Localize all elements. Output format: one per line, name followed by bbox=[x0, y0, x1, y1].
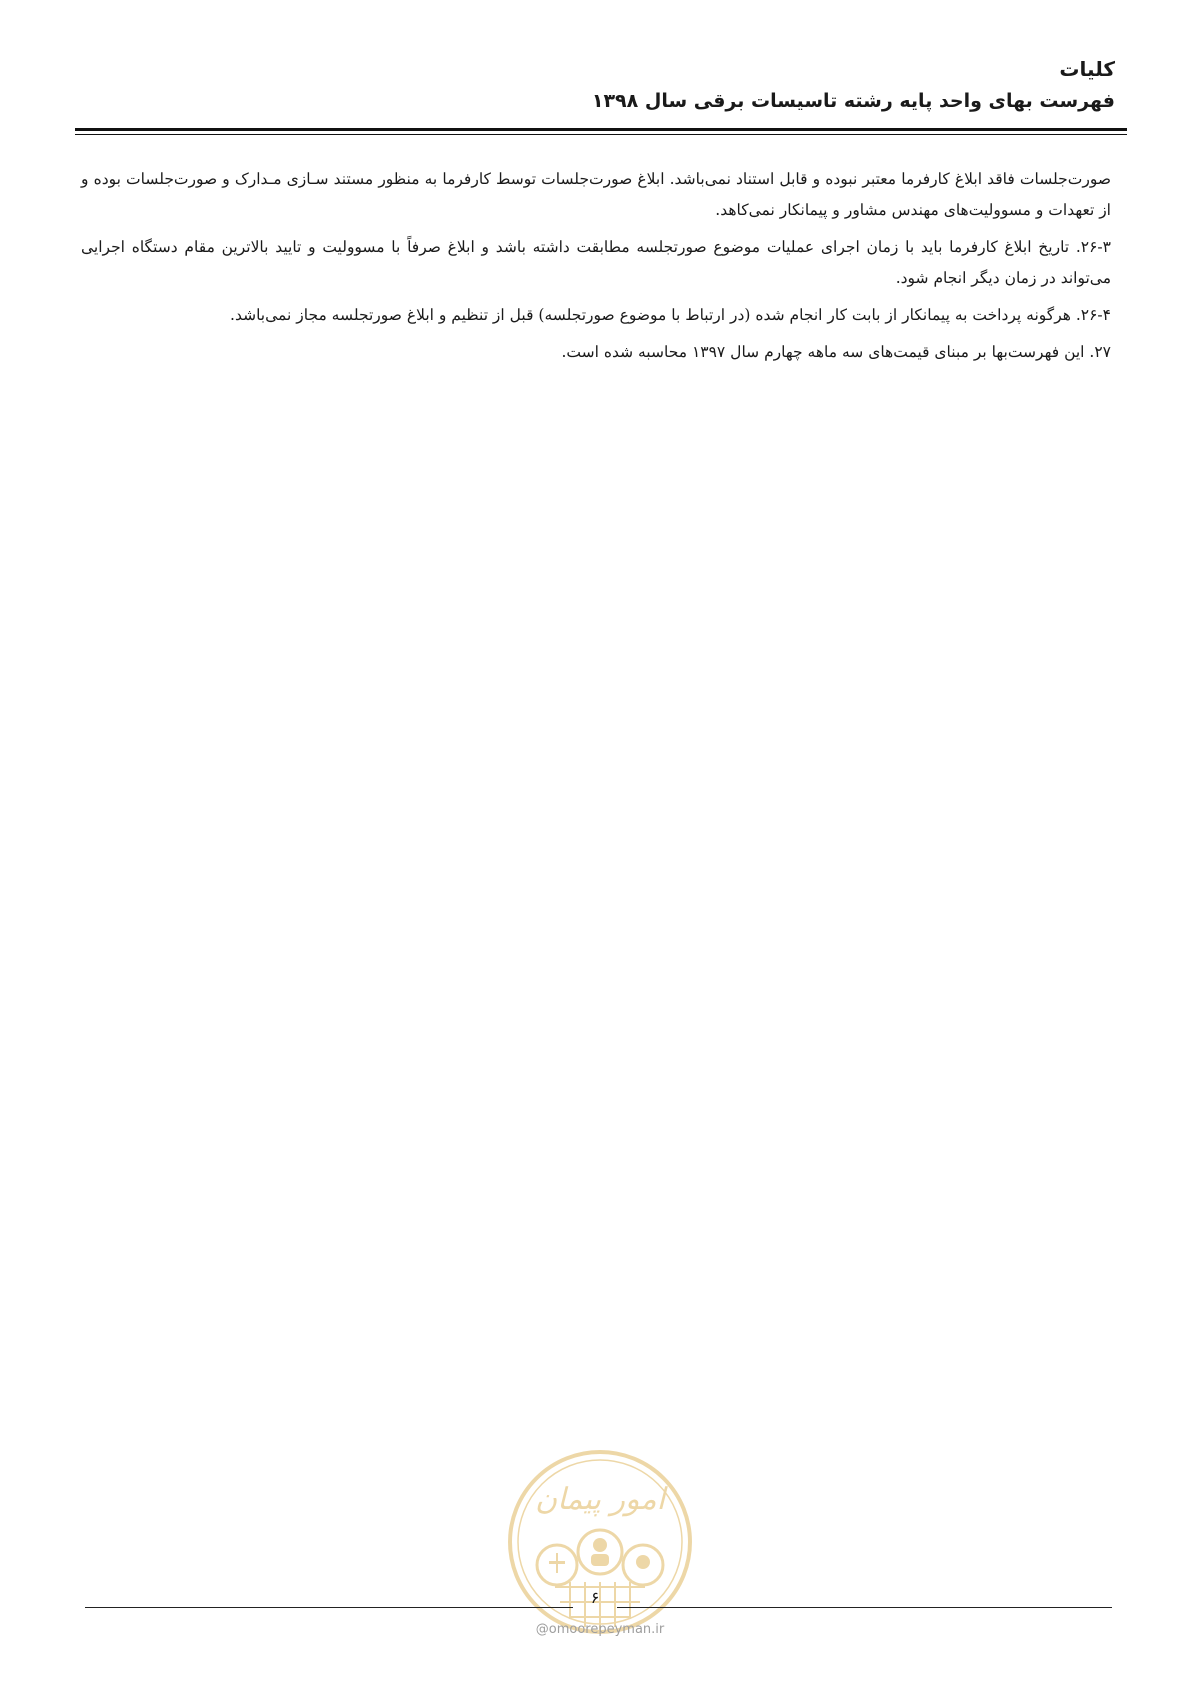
header-divider-thin bbox=[75, 134, 1127, 135]
paragraph-minutes-validity: صورت‌جلسات فاقد ابلاغ کارفرما معتبر نبوده و قابل استناد نمی‌باشد. ابلاغ صورت‌جلسات توسط کارفرما به منظور مستند سـازی مـدارک و صورت‌جلسات بوده و از تعهدات و مسوولیت‌های مهندس مشاور و پیمانکار نمی‌کاهد. bbox=[81, 170, 1111, 219]
body-text bbox=[81, 164, 1111, 374]
document-title: فهرست بهای واحد پایه رشته تاسیسات برقی سال ۱۳۹۸ bbox=[591, 90, 1115, 112]
omoore-peyman-logo-icon bbox=[505, 1447, 695, 1637]
watermark-text: امور پیمان bbox=[535, 1482, 665, 1517]
footer-divider-right bbox=[617, 1607, 1112, 1608]
page-header bbox=[65, 54, 1115, 118]
paragraph-26-4: ۲۶-۴. هرگونه پرداخت به پیمانکار از بابت کار انجام شده (در ارتباط با موضوع صورتجلسه) قبل از تنظیم و ابلاغ صورتجلسه مجاز نمی‌باشد. bbox=[230, 306, 1111, 324]
footer-divider-left bbox=[85, 1607, 573, 1608]
section-title: کلیات bbox=[1059, 57, 1115, 81]
paragraph-26-3: ۲۶-۳. تاریخ ابلاغ کارفرما باید با زمان اجرای عملیات موضوع صورتجلسه مطابقت داشته باشد و ابلاغ صرفاً با مسوولیت و تایید بالاترین مقام دستگاه اجرایی می‌تواند در زمان دیگر انجام شود. bbox=[81, 238, 1111, 287]
site-credit: @omoorepeyman.ir bbox=[535, 1622, 665, 1637]
paragraph-27: ۲۷. این فهرست‌بها بر مبنای قیمت‌های سه ماهه چهارم سال ۱۳۹۷ محاسبه شده است. bbox=[561, 343, 1111, 361]
header-divider-thick bbox=[75, 128, 1127, 131]
page-number: ۶ bbox=[590, 1588, 600, 1607]
